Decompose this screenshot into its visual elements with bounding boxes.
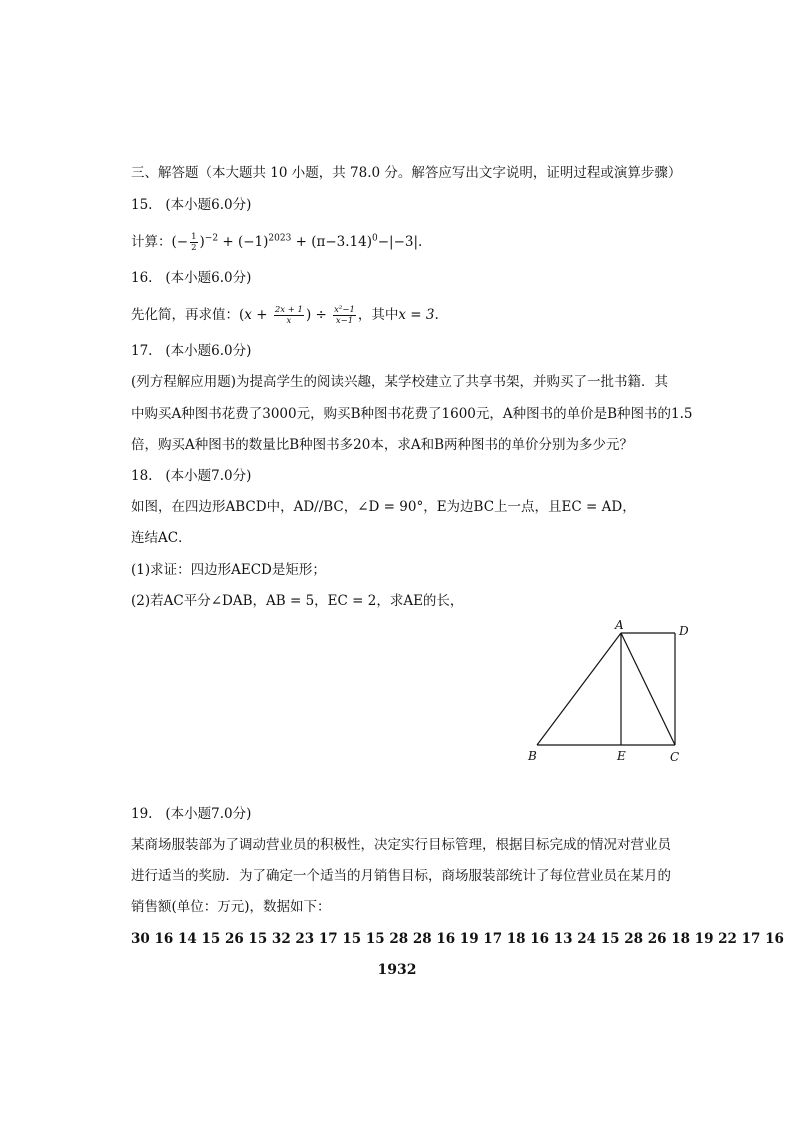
- problem-number: 18.: [131, 468, 153, 484]
- problem-18-line-3: (1)求证：四边形AECD是矩形；: [131, 562, 326, 578]
- problem-19-data: 30 16 14 15 26 15 32 23 17 15 15 28 28 16 19 17 18 16 13 24 15 28 26 18 19 22 17 16: [131, 931, 784, 947]
- problem-19-heading: [131, 805, 251, 823]
- segment-ab: [537, 633, 621, 745]
- problem-points: (本小题7.0分): [165, 468, 252, 484]
- label-c: C: [670, 750, 680, 764]
- fraction: $\frac{2x + 1}{x}$: [274, 305, 303, 326]
- problem-16-body: 先化简，再求值：(x + $\frac{2x + 1}{x}$ ) ÷ $\frac{\text{x²−1}}{x-1}$ ，其中x = 3.: [131, 305, 439, 326]
- geometry-figure: [520, 615, 710, 775]
- problem-number: 17.: [131, 343, 153, 359]
- problem-number: 19.: [131, 806, 153, 822]
- problem-points: (本小题6.0分): [165, 197, 252, 213]
- problem-18-line-4: (2)若AC平分∠DAB，AB = 5，EC = 2，求AE的长，: [131, 593, 464, 609]
- problem-17-heading: [131, 342, 251, 360]
- problem-17-line-2: 中购买A种图书花费了3000元，购买B种图书花费了1600元，A种图书的单价是B种图书的1.5: [131, 406, 693, 422]
- problem-text: 先化简，再求值：: [131, 307, 239, 323]
- label-e: E: [617, 749, 626, 763]
- problem-15-heading: [131, 196, 251, 214]
- expr-part: (−: [171, 234, 189, 250]
- problem-19-line-3: 销售额(单位：万元)，数据如下：: [131, 899, 331, 915]
- problem-15-body: 计算：(− $\frac{1}{2}$ )$^{-2} + (-1)^{2023} + (\pi-3.14)^0-|-3|$.: [131, 232, 423, 253]
- section-header: 三、解答题（本大题共 10 小题，共 78.0 分。解答应写出文字说明，证明过程或演算步骤）: [131, 165, 682, 181]
- fraction: $\frac{1}{2}$: [191, 232, 197, 253]
- problem-points: (本小题6.0分): [165, 343, 252, 359]
- fraction: $\frac{\text{x²−1}}{x-1}$: [334, 305, 355, 326]
- problem-points: (本小题7.0分): [165, 806, 252, 822]
- problem-16-heading: [131, 269, 251, 287]
- problem-18-heading: [131, 467, 251, 485]
- problem-points: (本小题6.0分): [165, 270, 252, 286]
- problem-number: 16.: [131, 270, 153, 286]
- label-d: D: [679, 624, 689, 638]
- problem-19-line-1: 某商场服装部为了调动营业员的积极性，决定实行目标管理，根据目标完成的情况对营业员: [131, 837, 671, 853]
- label-a: A: [615, 618, 624, 632]
- problem-17-line-1: (列方程解应用题)为提高学生的阅读兴趣，某学校建立了共享书架，并购买了一批书籍．其: [131, 374, 669, 390]
- problem-text: 计算：: [131, 234, 172, 250]
- segment-ac: [621, 633, 675, 745]
- problem-number: 15.: [131, 197, 153, 213]
- problem-17-line-3: 倍，购买A种图书的数量比B种图书多20本，求A和B两种图书的单价分别为多少元？: [131, 437, 634, 453]
- page-number: 1932: [377, 962, 417, 978]
- problem-18-line-2: 连结AC．: [131, 530, 192, 546]
- problem-19-line-2: 进行适当的奖励．为了确定一个适当的月销售目标，商场服装部统计了每位营业员在某月的: [131, 868, 671, 884]
- label-b: B: [528, 749, 537, 763]
- problem-18-line-1: 如图，在四边形ABCD中，AD//BC，∠D = 90°，E为边BC上一点，且EC = AD，: [131, 499, 636, 515]
